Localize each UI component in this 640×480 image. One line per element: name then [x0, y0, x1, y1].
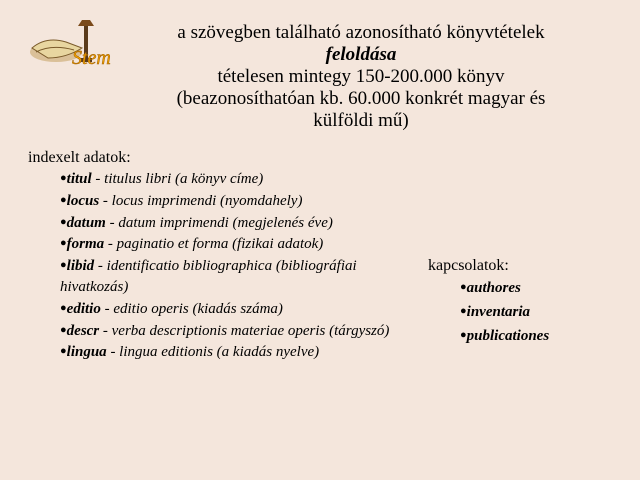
bullet-icon: ● — [60, 301, 67, 314]
list-item — [60, 341, 408, 363]
list-item — [60, 168, 408, 190]
bullet-icon: ● — [60, 259, 67, 272]
bullet-icon: ● — [60, 172, 67, 184]
list-item — [460, 300, 618, 324]
header-line-3: tételesen mintegy 150-200.000 könyv — [217, 66, 505, 87]
field-key: descr — [66, 322, 100, 339]
field-key: datum — [66, 214, 106, 231]
field-desc: - titulus libri (a könyv címe) — [91, 171, 264, 187]
field-key: editio — [66, 300, 101, 317]
bullet-icon: ● — [60, 237, 67, 250]
relations-title: kapcsolatok: — [428, 257, 509, 274]
relation-label: inventaria — [466, 304, 530, 320]
logo-text: Stem — [72, 47, 111, 69]
field-desc: - locus imprimendi (nyomdahely) — [99, 192, 303, 209]
field-key: titul — [66, 171, 92, 187]
indexed-title: indexelt adatok: — [28, 149, 131, 166]
relations-section — [428, 256, 618, 348]
bullet-icon: ● — [60, 345, 67, 358]
list-item — [60, 233, 408, 255]
bullet-icon: ● — [60, 323, 67, 336]
header-line-5: külföldi mű) — [313, 110, 409, 131]
relations-list — [428, 276, 618, 348]
field-desc: - lingua editionis (a kiadás nyelve) — [106, 344, 320, 361]
field-desc: - verba descriptionis materiae operis (tárgyszó) — [99, 322, 390, 339]
bullet-icon: ● — [60, 193, 67, 206]
field-key: forma — [66, 236, 105, 253]
header — [140, 22, 582, 132]
header-line-1: a szövegben található azonosítható könyvtételek — [177, 22, 545, 43]
field-desc: - editio operis (kiadás száma) — [100, 300, 283, 317]
field-desc: - identificatio bibliographica (bibliográfiai hivatkozás) — [60, 258, 357, 295]
relation-label: publicationes — [466, 328, 550, 344]
list-item — [460, 276, 618, 300]
bullet-icon: ● — [60, 215, 67, 228]
list-item — [60, 298, 408, 320]
bullet-icon: ● — [460, 305, 467, 317]
list-item — [60, 212, 408, 234]
field-key: libid — [66, 258, 95, 275]
list-item — [460, 324, 618, 348]
list-item — [60, 320, 408, 342]
list-item — [60, 255, 408, 298]
relation-label: authores — [466, 280, 521, 296]
field-key: lingua — [66, 344, 107, 361]
indexed-list — [28, 168, 408, 363]
header-line-2: feloldása — [325, 44, 397, 65]
field-desc: - datum imprimendi (megjelenés éve) — [105, 214, 333, 231]
header-line-4: (beazonosíthatóan kb. 60.000 konkrét magyar és — [176, 88, 546, 109]
field-key: locus — [66, 192, 100, 209]
field-desc: - paginatio et forma (fizikai adatok) — [104, 236, 324, 253]
bullet-icon: ● — [460, 329, 467, 341]
indexed-data-section — [28, 148, 408, 363]
list-item — [60, 190, 408, 212]
bullet-icon: ● — [460, 281, 467, 293]
stem-logo — [26, 18, 122, 70]
